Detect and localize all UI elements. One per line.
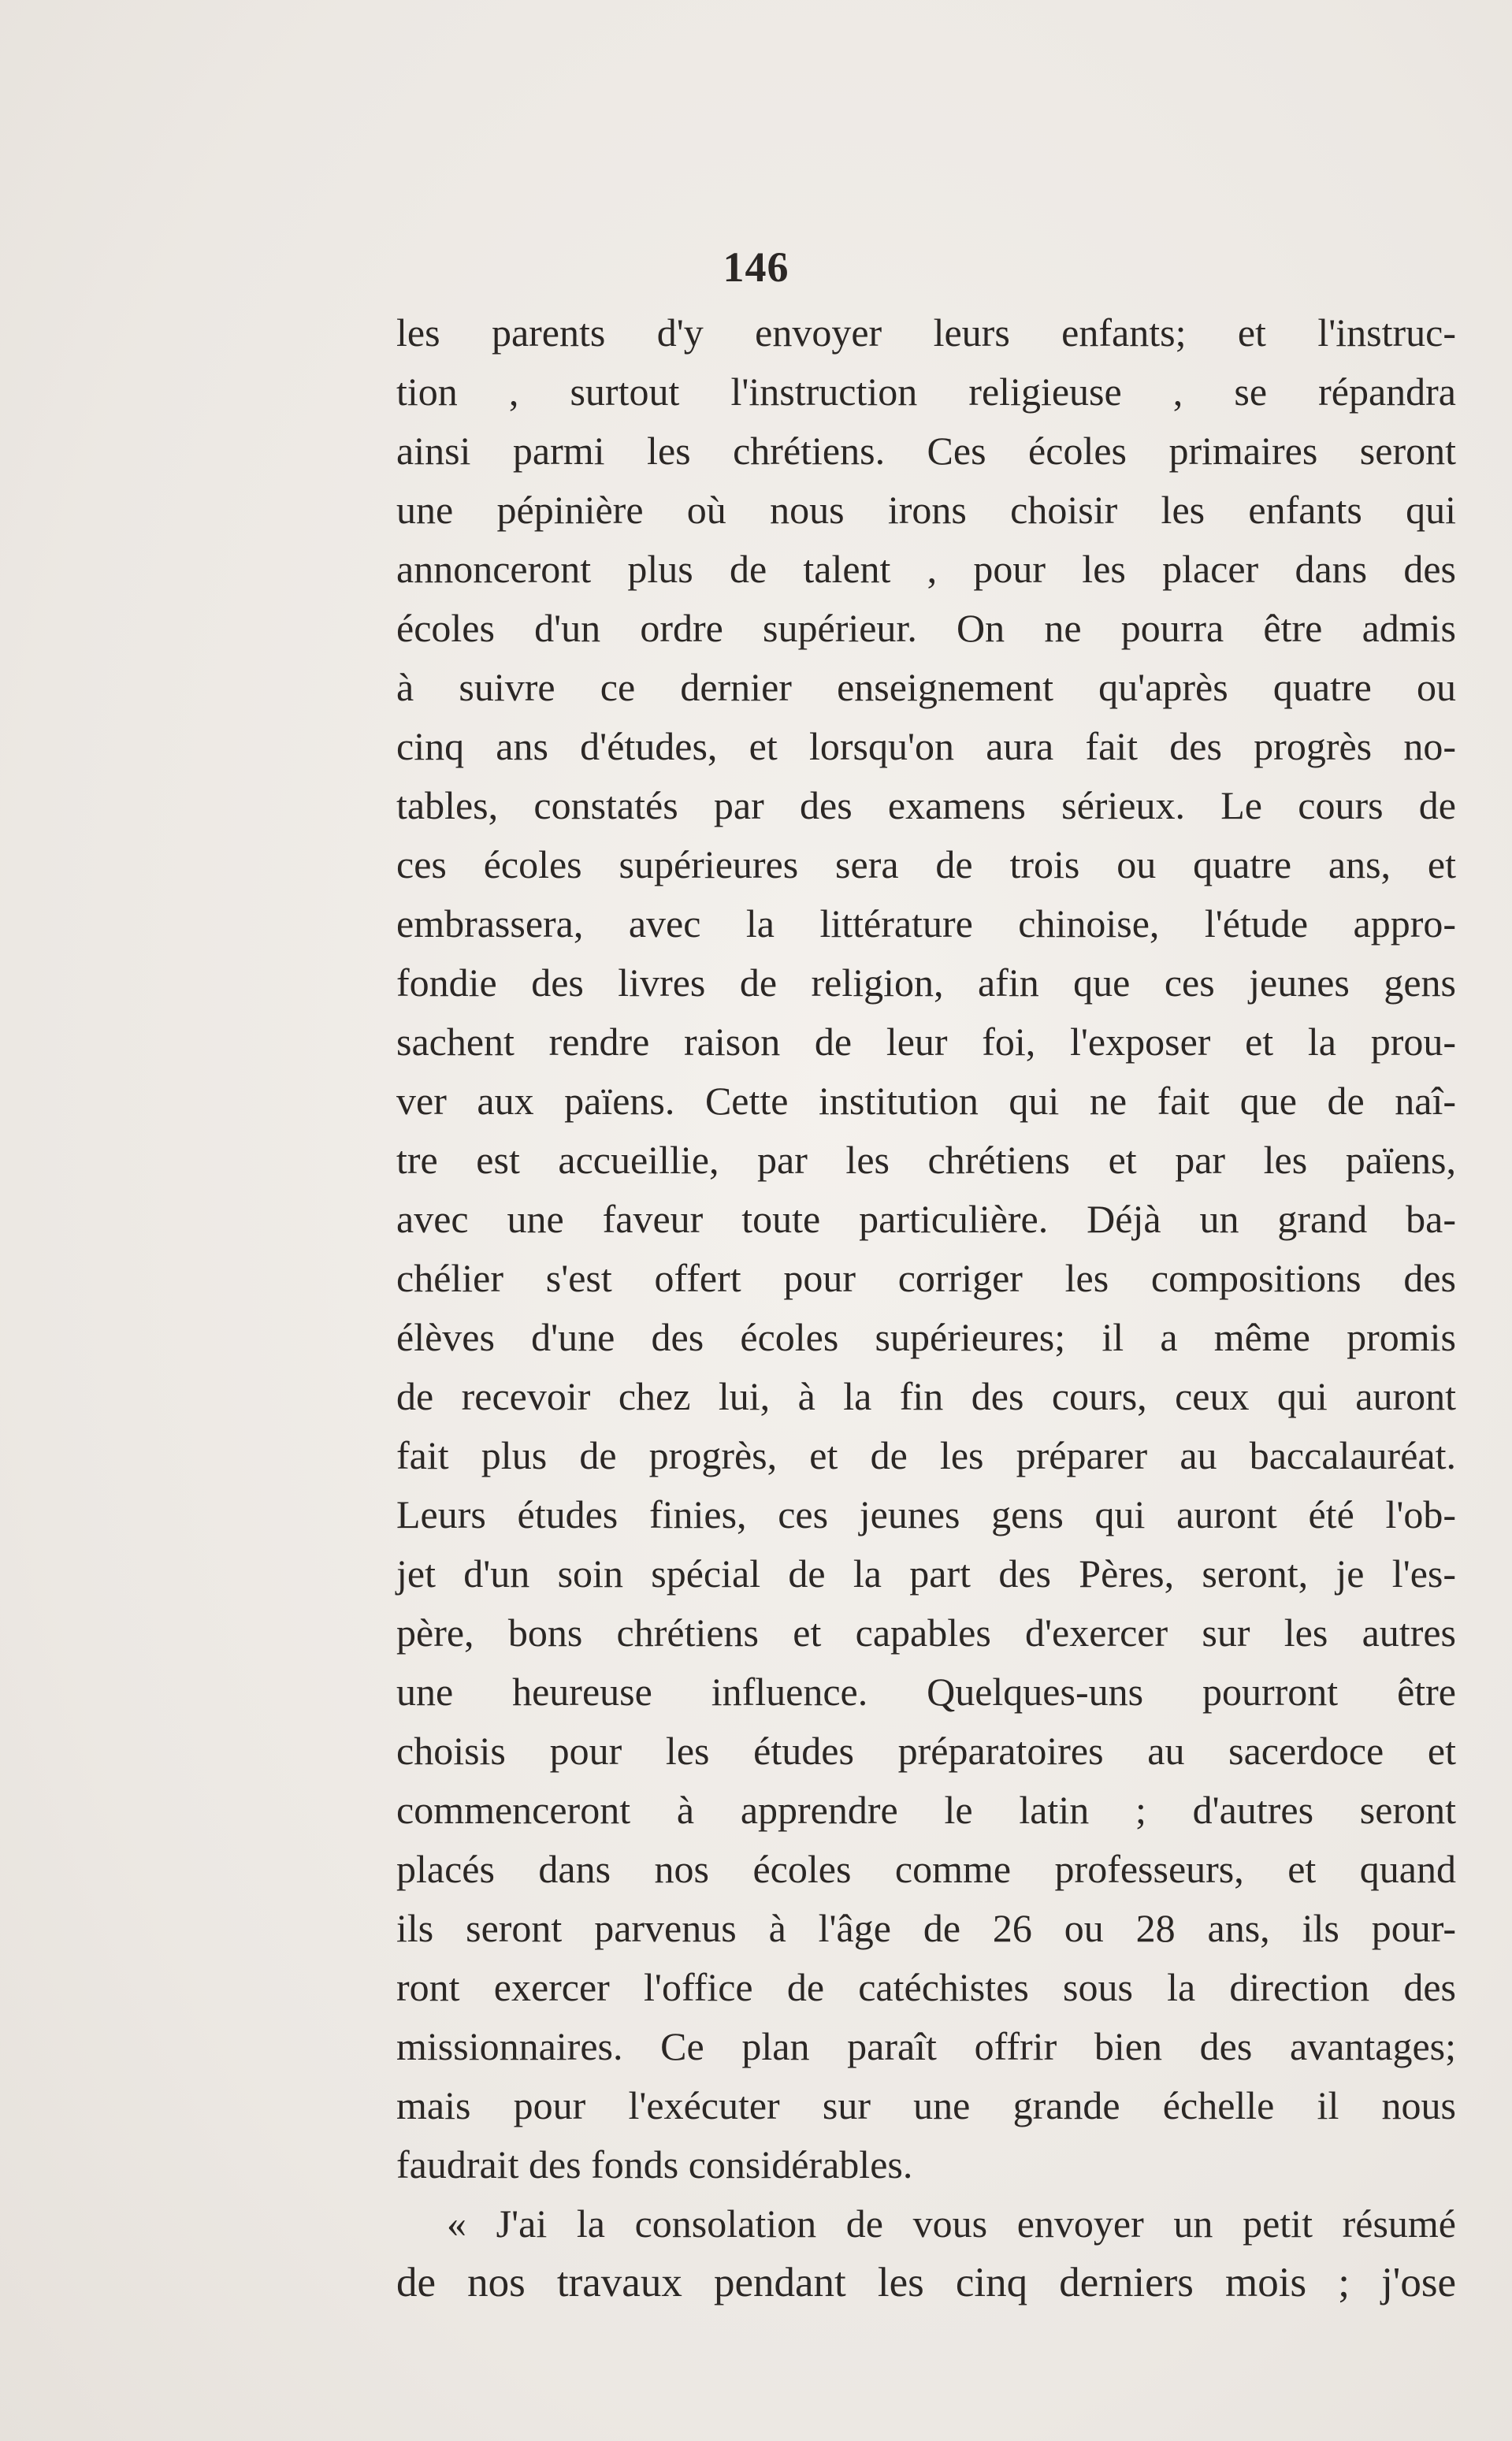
text-line: une heureuse influence. Quelques-uns pourront être xyxy=(396,1670,1456,1714)
text-line: placés dans nos écoles comme professeurs, et quand xyxy=(396,1847,1456,1891)
text-line: embrassera, avec la littérature chinoise, l'étude appro- xyxy=(396,901,1456,946)
text-line: jet d'un soin spécial de la part des Pères, seront, je l'es- xyxy=(396,1551,1456,1596)
text-line: une pépinière où nous irons choisir les enfants qui xyxy=(396,488,1456,532)
text-line: ces écoles supérieures sera de trois ou quatre ans, et xyxy=(396,842,1456,886)
text-line: annonceront plus de talent , pour les placer dans des xyxy=(396,547,1456,591)
text-line: Leurs études finies, ces jeunes gens qui auront été l'ob- xyxy=(396,1492,1456,1536)
text-line: cinq ans d'études, et lorsqu'on aura fait des progrès no- xyxy=(396,724,1456,768)
paragraph-end-line: faudrait des fonds considérables. xyxy=(396,2142,913,2186)
text-line: fait plus de progrès, et de les préparer au baccalauréat. xyxy=(396,1433,1456,1477)
text-line: de recevoir chez lui, à la fin des cours, ceux qui auront xyxy=(396,1374,1456,1418)
text-line: fondie des livres de religion, afin que ces jeunes gens xyxy=(396,960,1456,1005)
text-line: commenceront à apprendre le latin ; d'autres seront xyxy=(396,1788,1456,1832)
body-text xyxy=(396,303,1456,2313)
text-line: père, bons chrétiens et capables d'exercer sur les autres xyxy=(396,1611,1456,1655)
text-line: missionnaires. Ce plan paraît offrir bien des avantages; xyxy=(396,2024,1456,2068)
text-line: sachent rendre raison de leur foi, l'exposer et la prou- xyxy=(396,1020,1456,1064)
text-line: mais pour l'exécuter sur une grande échelle il nous xyxy=(396,2083,1456,2127)
text-line: choisis pour les études préparatoires au sacerdoce et xyxy=(396,1729,1456,1773)
text-line: de nos travaux pendant les cinq derniers mois ; j'ose xyxy=(396,2260,1456,2305)
quote-start-line: « J'ai la consolation de vous envoyer un petit résumé xyxy=(447,2201,1456,2246)
text-line: avec une faveur toute particulière. Déjà un grand ba- xyxy=(396,1197,1456,1241)
text-line: à suivre ce dernier enseignement qu'après quatre ou xyxy=(396,665,1456,709)
text-line: tion , surtout l'instruction religieuse , se répandra xyxy=(396,370,1456,414)
text-line: les parents d'y envoyer leurs enfants; et l'instruc- xyxy=(396,310,1456,355)
text-line: ront exercer l'office de catéchistes sous la direction des xyxy=(396,1965,1456,2009)
text-line: ver aux païens. Cette institution qui ne fait que de naî- xyxy=(396,1079,1456,1123)
text-line: élèves d'une des écoles supérieures; il a même promis xyxy=(396,1315,1456,1359)
text-line: ils seront parvenus à l'âge de 26 ou 28 ans, ils pour- xyxy=(396,1906,1456,1950)
text-line: écoles d'un ordre supérieur. On ne pourra être admis xyxy=(396,606,1456,650)
text-line: chélier s'est offert pour corriger les compositions des xyxy=(396,1256,1456,1300)
text-line: tre est accueillie, par les chrétiens et par les païens, xyxy=(396,1138,1456,1182)
page-number: 146 xyxy=(723,243,789,291)
text-line: tables, constatés par des examens sérieux. Le cours de xyxy=(396,783,1456,827)
text-line: ainsi parmi les chrétiens. Ces écoles primaires seront xyxy=(396,429,1456,473)
